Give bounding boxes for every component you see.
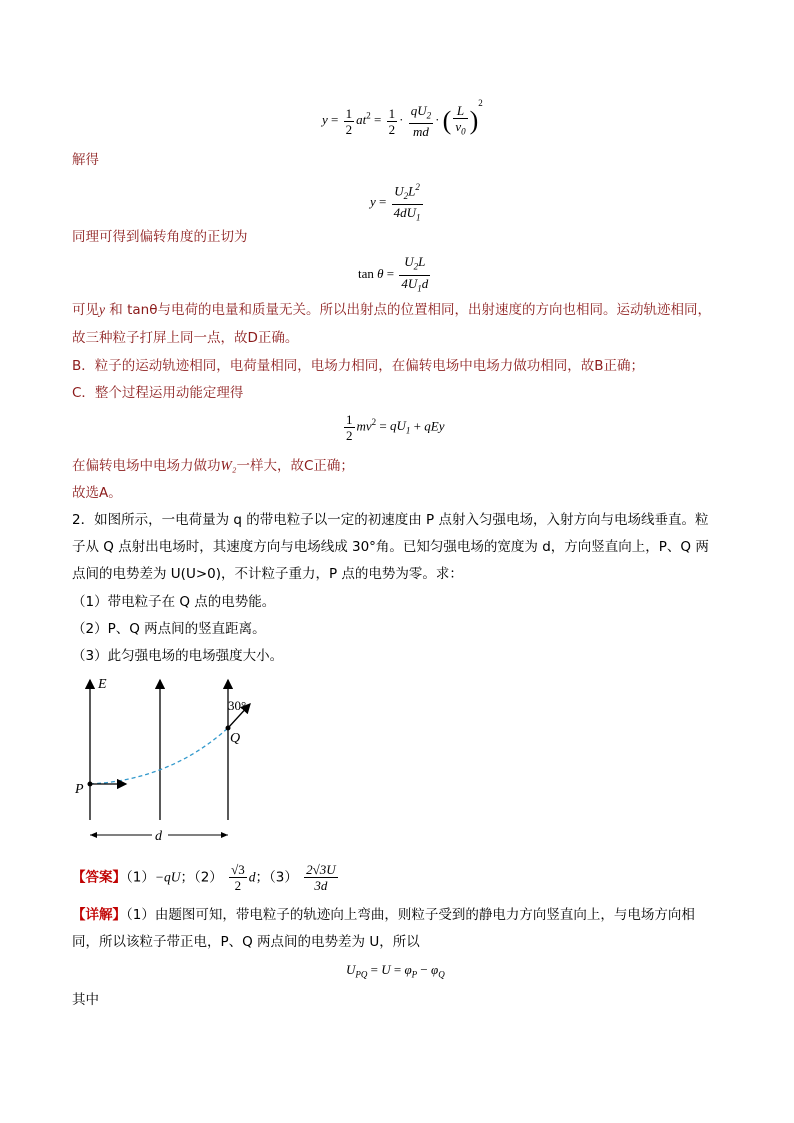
problem-line-2: 子从 Q 点射出电场时，其速度方向与电场线成 30°角。已知匀强电场的宽度为 d，方向竖直向上，P、Q 两 xyxy=(72,539,709,555)
label-P: P xyxy=(75,782,84,797)
answer-tag: 【答案】 xyxy=(72,869,126,886)
text: 在偏转电场中电场力做功 xyxy=(72,458,221,474)
particle-trajectory xyxy=(90,728,228,784)
label-Q: Q xyxy=(230,731,241,746)
text-jiede: 解得 xyxy=(72,152,99,168)
question-1: （1）带电粒子在 Q 点的电势能。 xyxy=(72,594,276,610)
formula-energy: $\frac{1}{2}$ $mv^2 = qU_1$ + qEy xyxy=(346,412,445,443)
var-y: y xyxy=(99,302,105,317)
answer-1: −qU xyxy=(154,869,181,885)
var-tan: tanθ xyxy=(127,302,158,318)
text: ；（3） xyxy=(255,869,298,886)
text: （1） xyxy=(126,869,155,886)
problem-line-3: 点间的电势差为 U(U>0)，不计粒子重力，P 点的电势为零。求： xyxy=(72,566,463,582)
detail-line-2: 同，所以该粒子带正电，P、Q 两点间的电势差为 U，所以 xyxy=(72,934,420,950)
var-W2: W₂ xyxy=(220,458,237,473)
text-lineW xyxy=(72,456,354,476)
text: 一样大，故C正确； xyxy=(236,458,354,474)
text-lineA: 故选A。 xyxy=(72,485,122,501)
problem-line-1: 2．如图所示，一电荷量为 q 的带电粒子以一定的初速度由 P 点射入匀强电场，入射方向与电场线垂直。粒 xyxy=(72,512,709,528)
electric-field-diagram xyxy=(70,670,270,850)
text: 与电荷的电量和质量无关。所以出射点的位置相同，出射速度的方向也相同。运动轨迹相同， xyxy=(157,302,711,318)
text-lineC: C．整个过程运用动能定理得 xyxy=(72,385,244,401)
detail-tag: 【详解】 xyxy=(72,907,126,923)
detail-qizhong: 其中 xyxy=(72,992,99,1008)
formula-y: y = $\frac{U_2L^2}{4dU_1}$ xyxy=(370,182,421,223)
answer-line xyxy=(72,862,340,893)
text: （1）由题图可知，带电粒子的轨迹向上弯曲，则粒子受到的静电力方向竖直向上，与电场方向相 xyxy=(126,907,695,923)
text: 和 xyxy=(109,302,123,318)
answer-3-denominator: 3d xyxy=(314,878,328,893)
answer-2-numerator: √3 xyxy=(231,862,245,877)
text-line2: 故三种粒子打屏上同一点，故D正确。 xyxy=(72,330,299,346)
point-Q xyxy=(226,726,231,731)
text-line1 xyxy=(72,300,711,320)
question-3: （3）此匀强电场的电场强度大小。 xyxy=(72,648,284,664)
question-2: （2）P、Q 两点间的竖直距离。 xyxy=(72,621,266,637)
formula-displacement: y = $\frac{1}{2}$ $at^2$ = $\frac{1}{2}$ · $\frac{qU_2}{md}$ · ( $\frac{L}{v_0}$ )$^2$ xyxy=(322,98,483,140)
label-angle: 30° xyxy=(228,698,247,713)
text: 可见 xyxy=(72,302,99,318)
answer-2-denominator: 2 xyxy=(234,878,242,893)
point-P xyxy=(88,782,93,787)
label-E: E xyxy=(98,677,107,692)
label-d: d xyxy=(155,829,162,844)
answer-3-numerator: 2√3U xyxy=(306,862,336,877)
text: ；（2） xyxy=(180,869,223,886)
answer-2-var: d xyxy=(248,869,256,885)
detail-line-1 xyxy=(72,905,695,925)
text-lineB: B．粒子的运动轨迹相同，电荷量相同，电场力相同，在偏转电场中电场力做功相同，故B正确； xyxy=(72,358,645,374)
formula-tan: tan θ = $\frac{U_2L}{4U_1d}$ xyxy=(358,254,429,294)
formula-potential-difference: $U_{PQ} = U = \varphi_P - \varphi_Q$ xyxy=(346,962,445,980)
text-tongli: 同理可得到偏转角度的正切为 xyxy=(72,229,248,245)
